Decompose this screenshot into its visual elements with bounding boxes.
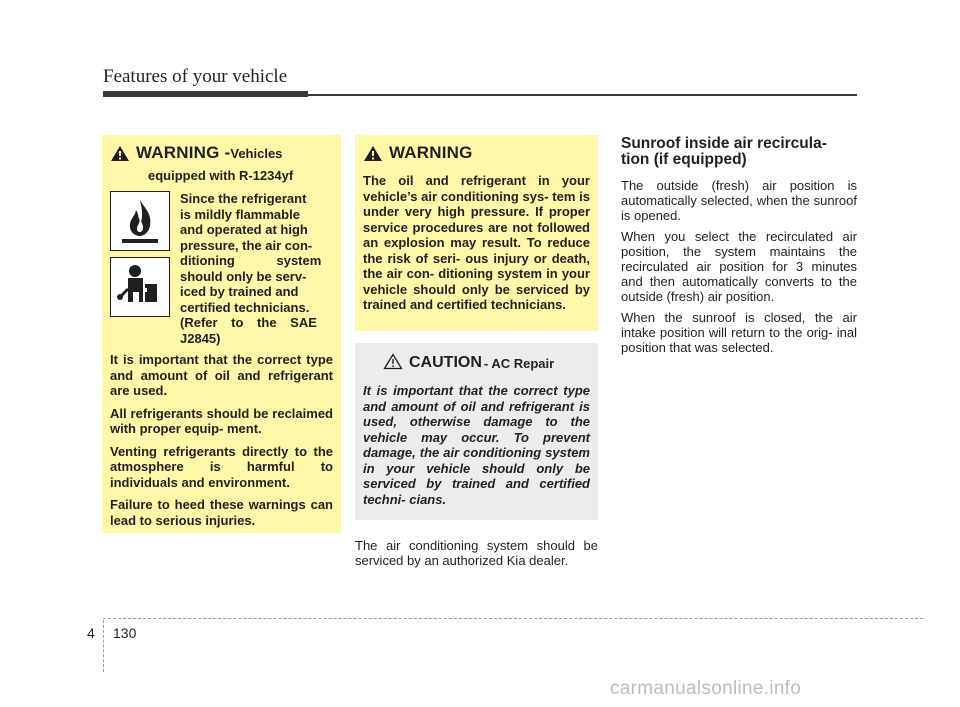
page-number: 130 [113, 625, 137, 641]
warning-intro-text [180, 191, 333, 346]
warning-title: WARNING - [136, 143, 231, 162]
sunroof-recirculation-section [621, 136, 857, 361]
warning-paragraph: All refrigerants should be reclaimed with proper equip- ment. [110, 405, 333, 436]
warning-title: WARNING [389, 143, 473, 162]
warning-line: pressure, the air con- [180, 237, 313, 253]
warning-heading [110, 143, 333, 167]
section-heading: Sunroof inside air recircula- tion (if equipped) [621, 135, 827, 168]
watermark: carmanualsonline.info [610, 678, 802, 699]
warning-heading [363, 143, 590, 167]
caution-body: It is important that the correct type and amount of oil and refrigerant is used, otherwise damage to the vehicle may occur. To prevent damage, the air conditioning system in your vehicle should only be serviced by trained and certified techni- cians. [363, 383, 590, 507]
warning-paragraph: Failure to heed these warnings can lead to serious injuries. [110, 497, 333, 528]
warning-subtitle: Vehicles [230, 146, 283, 161]
warning-line: (Refer to the SAE [180, 315, 317, 330]
service-note: The air conditioning system should be serviced by an authorized Kia dealer. [355, 538, 598, 568]
header-rule-thick [103, 91, 308, 97]
technician-icon [110, 257, 170, 317]
footer-rule [103, 618, 923, 619]
warning-paragraph: It is important that the correct type and amount of oil and refrigerant are used. [110, 352, 333, 398]
section-paragraph: When you select the recirculated air position, the system maintains the recirculated air position for 3 minutes and then automatically converts to the outside (fresh) air position. [621, 229, 857, 304]
warning-triangle-icon [110, 145, 130, 167]
warning-line: ditioning system [180, 253, 322, 268]
flammable-icon [110, 191, 170, 251]
section-paragraph: When the sunroof is closed, the air intake position will return to the orig- inal position that was selected. [621, 310, 857, 355]
warning-box-r1234yf [102, 135, 341, 533]
section-paragraph: The outside (fresh) air position is automatically selected, when the sunroof is opened. [621, 178, 857, 223]
header-rule-thin [308, 94, 857, 96]
caution-heading [383, 351, 590, 375]
caution-subtitle: - AC Repair [483, 355, 555, 371]
warning-line: and operated at high [180, 222, 308, 237]
footer-vertical-rule [103, 620, 104, 672]
warning-line: Since the refrigerant [180, 191, 307, 206]
caution-triangle-icon [383, 353, 403, 375]
warning-paragraph: Venting refrigerants directly to the atmosphere is harmful to individuals and environment. [110, 443, 333, 490]
warning-box-pressure [355, 135, 598, 331]
caution-title: CAUTION [409, 354, 482, 371]
warning-line: iced by trained and [180, 284, 299, 299]
warning-subtitle-line2: equipped with R-1234yf [148, 168, 294, 183]
warning-body: The oil and refrigerant in your vehicle’s air conditioning sys- tem is under very high pressure. If proper service procedures are not followed an explosion may result. To reduce the risk of seri- ous injury or death, the air con- ditioning system in your vehicle should only be serviced by trained and certified technicians. [363, 173, 590, 312]
warning-line: should only be serv- [180, 268, 307, 284]
chapter-number: 4 [87, 625, 95, 641]
warning-line: J2845) [180, 330, 221, 346]
warning-triangle-icon [363, 145, 383, 167]
warning-line: certified technicians. [180, 299, 310, 315]
page-header-title: Features of your vehicle [103, 66, 288, 87]
warning-line: is mildly flammable [180, 206, 300, 222]
caution-box-ac-repair [355, 343, 598, 520]
